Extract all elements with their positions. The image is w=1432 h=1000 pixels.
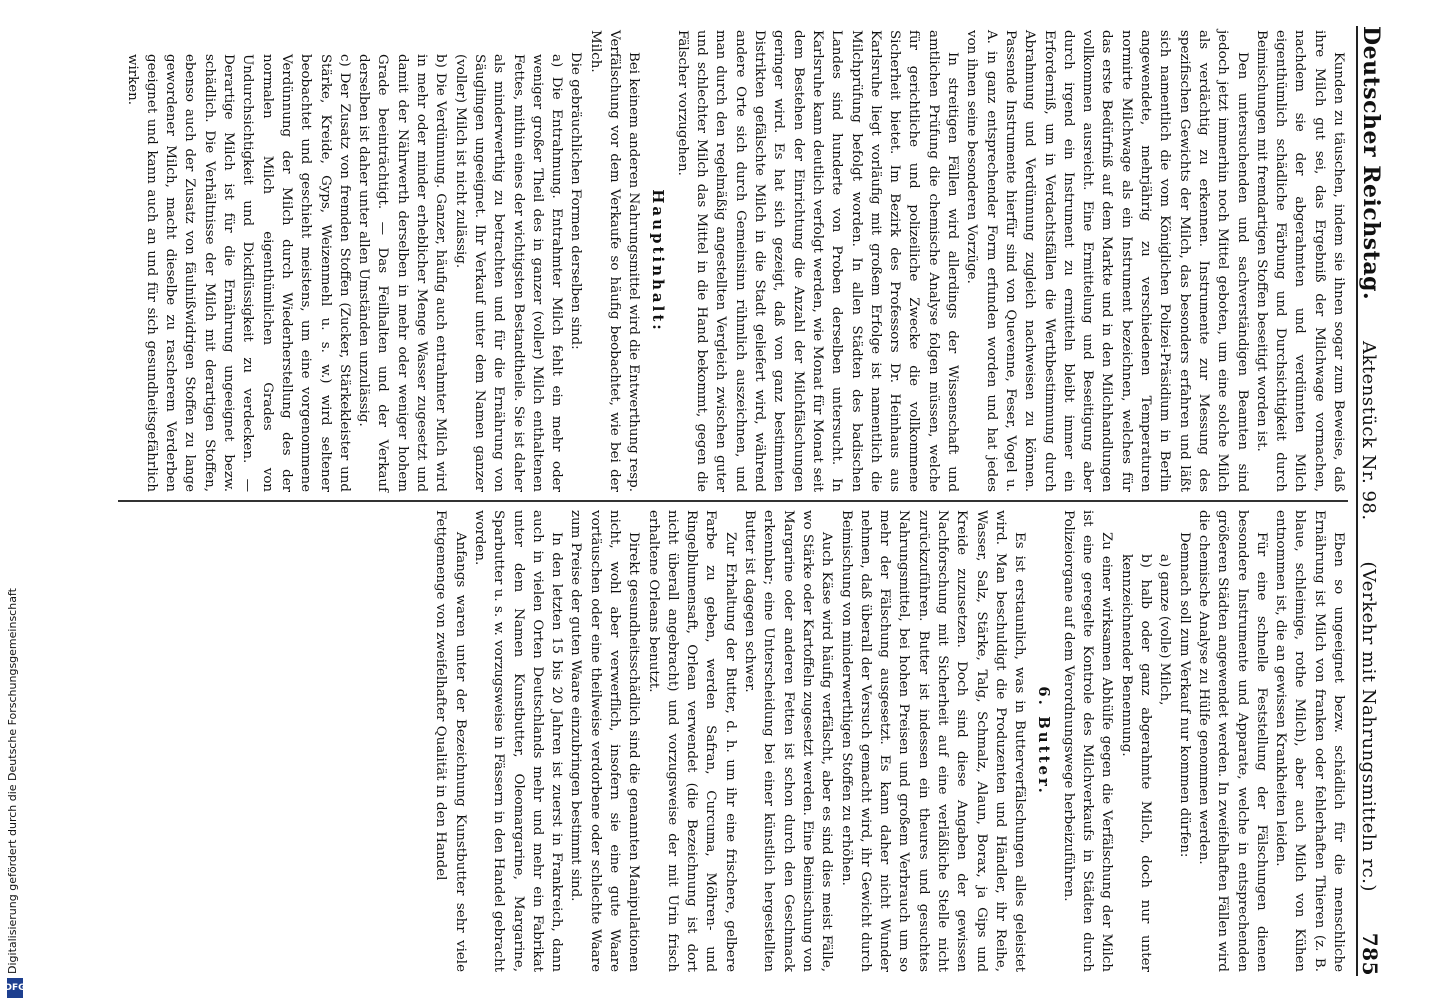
list-item: c) Der Zusatz von fremden Stoffen (Zucker, Stärkekleister und Stärke, Kreide, Gyps, Weizenmehl u. s. w.) wird seltener beobachtet und geschieht meistens, um eine vorgenommene Verdünnung der Milch durch Wiederherstellung des der normalen Milch eigenthümlichen Grades von Undurchsichtigkeit und Dickflüssigkeit zu verdecken. — Derartige Milch ist für die Ernährung ungeeignet bezw. schädlich. Die Verhältnisse der Milch mit derartigen Stoffen, ebenso auch der Zusatz von fäulnißwidrigen Stoffen zu lange gewordener Milch, macht dieselbe zu rascherem Verderben geeignet und kann auch an und für sich gesundheitsgefährlich wirken.: [124, 54, 352, 493]
paragraph: Die gebräuchlichen Formen derselben sind:: [568, 52, 584, 350]
paragraph: Direkt gesundheitsschädlich sind die genannten Manipulationen nicht, wohl aber verwerflich, insofern sie eine gute Waare vortäuschen oder eine theilweise verdorbene oder schlechte Waare zum Preise der guten Waare einzubringen bestimmt sind.: [568, 510, 642, 973]
dfg-logo-icon: DFG: [7, 978, 23, 998]
paragraph: Eben so ungeeignet bezw. schädlich für die menschliche Ernährung ist Milch von franken oder fehlerhaften Thieren (z. B. blaue, schleimige, rothe Milch), aber auch Milch von Kühen entnommen ist, die an gewissen Krankheiten leiden.: [1273, 510, 1346, 973]
paragraph: Zur Erhaltung der Butter, d. h. um ihr eine frischere, gelbere Farbe zu geben, werden Safran, Curcuma, Möhren- und Ringelblumensaft, Orlean verwendet (die Bezeichnung ist dort nicht überall angebracht) und vorzugsweise der mit Urin frisch erhaltene Orleans benutzt.: [645, 510, 738, 973]
section-heading: Hauptinhalt:: [648, 189, 667, 333]
paragraph: Den untersuchenden und sachverständigen Beamten sind jedoch jetzt immerhin noch Mittel geboten, um eine solche Milch als verdächtig zu erkennen. Instrumente zur Messung des spezifischen Gewichts der Milch, das besonders erfahren und läßt sich namentlich die vom Königlichen Polizei-Präsidium in Berlin angewendete, mehrjährig zu verschiedenen Temperaturen normirte Milchwage als ein Instrument bezeichnen, welches für das erste Bedürfniß auf dem Markte und in den Milchhandlungen vollkommen ausreicht. Eine Ermittelung und Beseitigung aber durch irgend ein Instrument zu ermitteln bleibt immer ein Erforderniß, um in Verdachtsfällen die Werthbestimmung durch Abrahmung und Verdünnung zugleich nachweisen zu können. Passende Instrumente hierfür sind von Quevenne, Feser, Vogel u. A. in ganz entsprechender Form erfunden worden und hat jedes von ihnen seine besonderen Vorzüge.: [964, 30, 1250, 493]
column-left: [118, 26, 1348, 496]
header-right-paren: (Verkehr mit Nahrungsmitteln rc.): [1358, 561, 1379, 892]
running-header: [1356, 26, 1392, 976]
paragraph: Bei keinem anderen Nahrungsmittel wird die Entwerthung resp. Verfälschung vor dem Verkaufe so häufig beobachtet, wie bei der Milch.: [587, 30, 642, 493]
text-columns: [118, 26, 1348, 976]
paragraph: In streitigen Fällen wird allerdings der Wissenschaft und amtlichen Prüfung die chemische Analyse folgen müssen, welche für gerichtliche und polizeiliche Zwecke die vollkommene Sicherheit bietet. Im Bezirk des Professors Dr. Heinhaus aus Karlsruhe liegt vorläufig mit großem Erfolge ist namentlich die Milchprüfung befolgt worden. In allen Städten des badischen Landes sind hunderte von Proben derselben untersucht. In Karlsruhe kann deutlich verfolgt werden, wie Monat für Monat seit dem Bestehen der Einrichtung die Anzahl der Milchfälschungen geringer wird. Es hat sich gezeigt, daß von ganz bestimmten Distrikten gefälschte Milch in die Stadt geliefert wird, während andere Orte sich durch Gemeinsinn rühmlich auszeichnen, und man durch den regelmäßig angestellten Vergleich zwischen guter und schlechter Milch das Mittel in die Hand bekommt, gegen die Fälscher vorzugehen.: [674, 30, 961, 493]
header-middle: Aktenstück Nr. 98.: [1358, 340, 1379, 521]
digitization-credit: [6, 0, 24, 1000]
paragraph: Anfangs waren unter der Bezeichnung Kunstbutter sehr viele Fettgemenge von zweifelhafter Qualität in den Handel: [433, 510, 468, 973]
list-item: b) Die Verdünnung. Ganzer, häufig auch entrahmter Milch wird in mehr oder minder erheblicher Menge Wasser zugesetzt und damit der Nährwerth derselben in mehr oder weniger hohem Grade beeinträchtigt. — Das Feilhalten und der Verkauf derselben ist daher unter allen Umständen unzulässig.: [356, 54, 449, 493]
paragraph: Für eine schnelle Feststellung der Fälschungen dienen besondere Instrumente und Apparate, welche in entsprechenden größeren Städten angewendet werden. In zweifelhaften Fällen wird die chemische Analyse zu Hülfe genommen werden.: [1195, 510, 1269, 973]
paragraph: Auch Käse wird häufig verfälscht, aber es sind dies meist Fälle, wo Stärke oder Kartoffeln zugesetzt werden. Eine Beimischung von Margarine oder anderen Fetten ist schon durch den Geschmack erkennbar; eine Unterscheidung bei einer künstlich hergestellten Butter ist dagegen schwer.: [742, 510, 835, 973]
credit-text: Digitalisierung gefördert durch die Deutsche Forschungsgemeinschaft: [6, 588, 19, 974]
rotated-document-page: [90, 0, 1400, 996]
paragraph: Zu einer wirksamen Abhülfe gegen die Verfälschung der Milch ist eine geregelte Kontrole des Milchverkaufs in Städten durch Polizeiorgane auf dem Verordnungswege herbeizuführen.: [1060, 510, 1115, 973]
paragraph: In den letzten 15 bis 20 Jahren ist zuerst in Frankreich, dann auch in vielen Orten Deutschlands mehr und mehr ein Fabrikat unter dem Namen Kunstbutter, Oleomargarine, Margarine, Sparbutter u. s. w. vorzugsweise in Fässern in den Handel gebracht worden.: [471, 510, 565, 973]
paragraph: Es ist erstaunlich, was in Butterverfälschungen alles geleistet wird. Man beschuldigt die Produzenten und Händler, ihr Reihe, Wasser, Salz, Stärke, Talg, Schmalz, Alaun, Borax, ja Gips und Kreide zuzusetzen. Doch sind diese Angaben der gewissen Nachforschung mit Sicherheit auf eine verläßliche Stelle nicht zurückzuführen. Butter ist indessen ein theures und gesuchtes Nahrungsmittel, bei hohen Preisen und großem Verbrauch um so mehr der Fälschung ausgesetzt. Es kann daher nicht Wunder nehmen, daß überall der Versuch gemacht wird, ihr Gewicht durch Beimischung von minderwerthigen Stoffen zu erhöhen.: [838, 510, 1028, 973]
header-left: Deutscher Reichstag.: [1358, 26, 1384, 301]
section-heading: 6. Butter.: [1034, 686, 1053, 796]
list-item: a) ganze (volle) Milch,: [1157, 554, 1173, 706]
column-right: [118, 506, 1348, 976]
list-item: a) Die Entrahmung. Entrahmter Milch fehlt ein mehr oder weniger großer Theil des in ganzer (voller) Milch enthaltenen Fettes, mithin eines der wichtigsten Bestandtheile. Sie ist daher als minderwerthig zu betrachten und für die Ernährung von Säuglingen ungeeignet. Ihr Verkauf unter dem Namen ganzer (voller) Milch ist nicht zulässig.: [452, 54, 565, 493]
paragraph: Kunden zu täuschen, indem sie ihnen sogar zum Beweise, daß ihre Milch gut sei, das Ergebniß der Milchwage vormachen, nachdem sie der abgerahmten und verdünnten Milch eigenthümlich schädliche Färbung und Durchsichtigkeit durch Beimischungen mit fremdartigen Stoffen beseitigt worden ist.: [1253, 30, 1346, 493]
list-item: b) halb oder ganz abgerahmte Milch, doch nur unter kennzeichnender Benennung.: [1118, 554, 1154, 973]
paragraph: Demnach soll zum Verkauf nur kommen dürfen:: [1176, 532, 1192, 858]
column-divider: [118, 500, 1348, 502]
page-number: 785: [1358, 932, 1382, 976]
